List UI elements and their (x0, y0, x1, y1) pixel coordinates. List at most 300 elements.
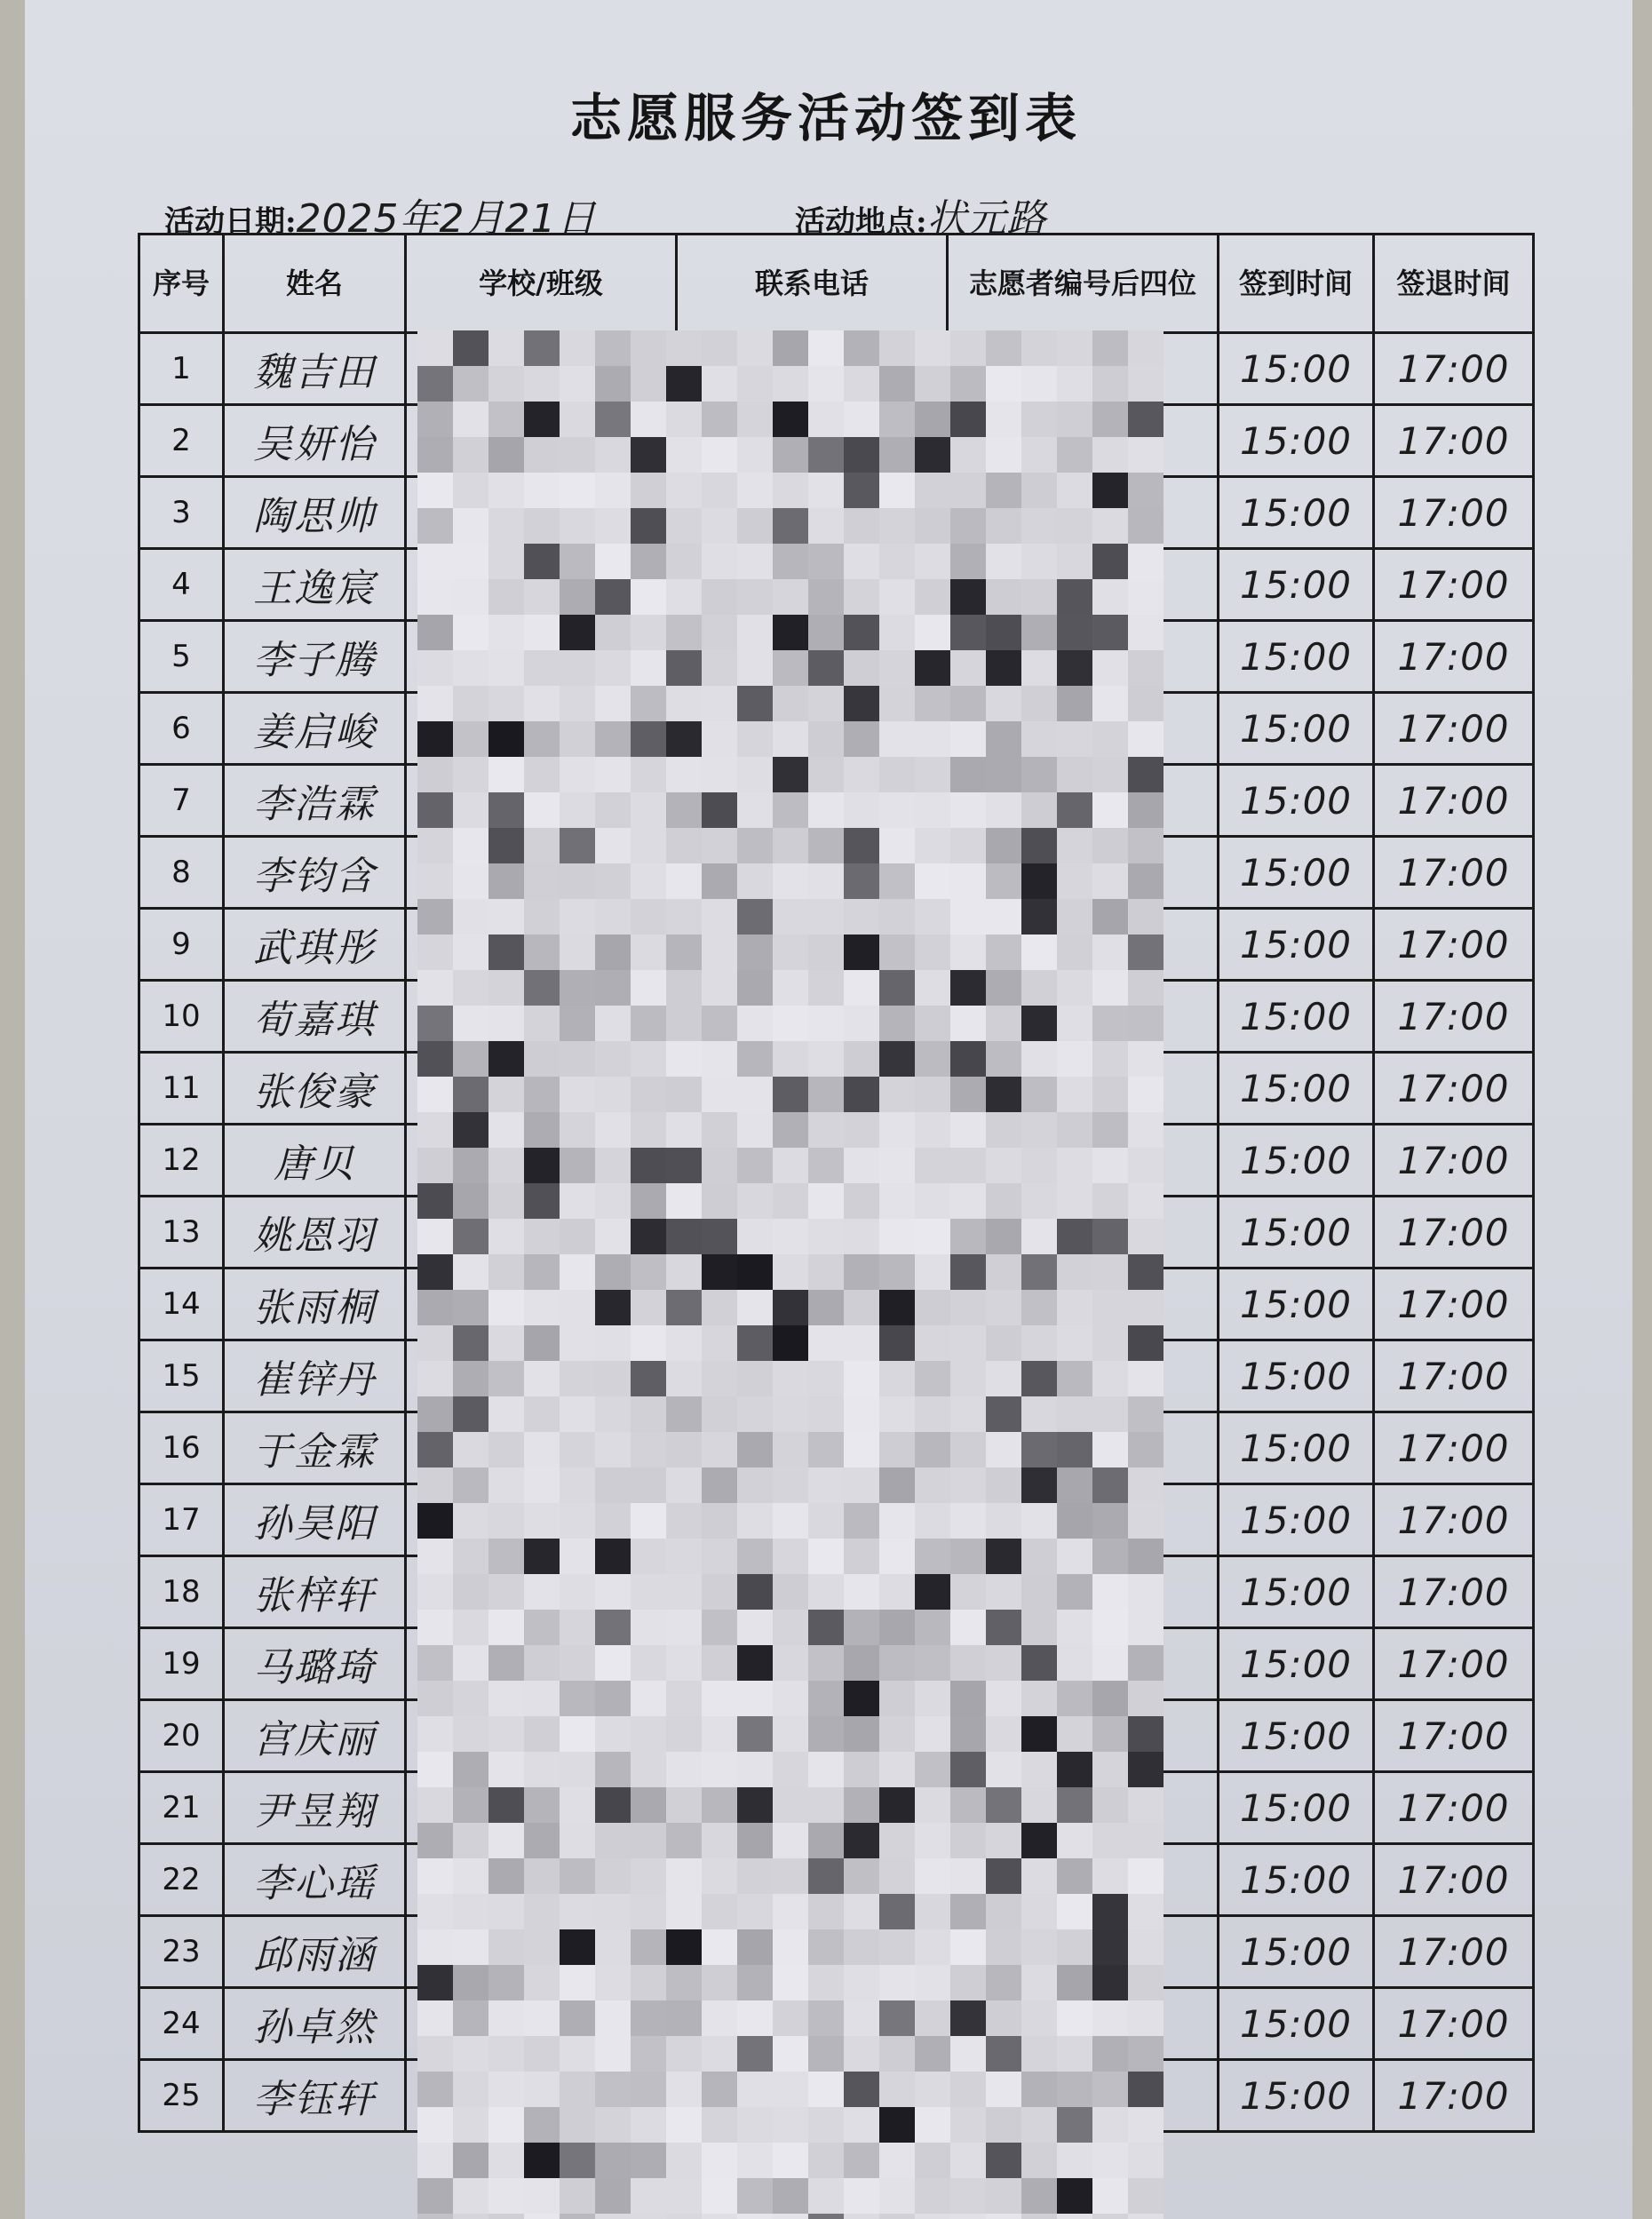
mosaic-block (737, 1645, 773, 1681)
mosaic-block (1128, 1219, 1164, 1254)
mosaic-block (1021, 2214, 1057, 2219)
mosaic-block (1128, 1290, 1164, 1325)
mosaic-block (844, 899, 879, 935)
mosaic-block (808, 828, 844, 863)
row-name: 吴妍怡 (224, 405, 406, 477)
row-sign-out-time: 17:00 (1374, 405, 1534, 477)
mosaic-block (879, 437, 915, 473)
mosaic-block (453, 508, 488, 544)
mosaic-block (524, 1041, 560, 1077)
mosaic-block (488, 828, 524, 863)
mosaic-block (844, 863, 879, 899)
mosaic-block (879, 1148, 915, 1183)
row-sign-out-time: 17:00 (1374, 1988, 1534, 2060)
mosaic-block (702, 1539, 737, 1574)
mosaic-block (1128, 863, 1164, 899)
mosaic-block (879, 792, 915, 828)
mosaic-block (844, 615, 879, 650)
mosaic-block (915, 1716, 950, 1752)
row-sign-in-time: 15:00 (1219, 1053, 1374, 1125)
mosaic-block (986, 1539, 1021, 1574)
mosaic-block (808, 1396, 844, 1432)
mosaic-block (844, 1254, 879, 1290)
mosaic-block (1057, 2072, 1092, 2107)
mosaic-block (1128, 508, 1164, 544)
header-sign-in: 签到时间 (1219, 235, 1374, 333)
mosaic-block (524, 1006, 560, 1041)
mosaic-block (631, 1965, 666, 2000)
mosaic-block (488, 473, 524, 508)
mosaic-block (1092, 2072, 1128, 2107)
mosaic-block (595, 330, 631, 366)
mosaic-block (524, 1148, 560, 1183)
mosaic-block (666, 579, 702, 615)
mosaic-block (1021, 1396, 1057, 1432)
mosaic-block (915, 1077, 950, 1112)
mosaic-block (879, 1396, 915, 1432)
mosaic-block (595, 473, 631, 508)
mosaic-block (702, 508, 737, 544)
mosaic-block (879, 1290, 915, 1325)
mosaic-block (1128, 1148, 1164, 1183)
mosaic-block (524, 1219, 560, 1254)
mosaic-block (915, 2000, 950, 2036)
mosaic-block (844, 402, 879, 437)
mosaic-block (808, 1858, 844, 1894)
mosaic-block (488, 1467, 524, 1503)
mosaic-block (808, 1574, 844, 1610)
mosaic-block (524, 1894, 560, 1929)
mosaic-block (453, 1610, 488, 1645)
mosaic-block (488, 1894, 524, 1929)
mosaic-block (915, 579, 950, 615)
mosaic-block (1092, 1894, 1128, 1929)
mosaic-block (879, 1361, 915, 1396)
mosaic-block (1128, 1396, 1164, 1432)
mosaic-block (666, 366, 702, 402)
mosaic-block (1092, 1290, 1128, 1325)
mosaic-block (986, 686, 1021, 721)
mosaic-block (915, 1361, 950, 1396)
mosaic-block (950, 1645, 986, 1681)
mosaic-block (915, 473, 950, 508)
mosaic-block (488, 970, 524, 1006)
mosaic-block (915, 757, 950, 792)
mosaic-block (737, 2072, 773, 2107)
mosaic-block (488, 1539, 524, 1574)
mosaic-block (453, 473, 488, 508)
mosaic-block (986, 366, 1021, 402)
mosaic-block (986, 508, 1021, 544)
mosaic-block (666, 402, 702, 437)
mosaic-block (773, 1254, 808, 1290)
mosaic-block (950, 437, 986, 473)
mosaic-block (666, 473, 702, 508)
mosaic-block (844, 1112, 879, 1148)
mosaic-block (1128, 757, 1164, 792)
mosaic-block (1128, 2036, 1164, 2072)
mosaic-block (915, 792, 950, 828)
mosaic-block (1057, 366, 1092, 402)
mosaic-block (666, 970, 702, 1006)
mosaic-block (453, 1894, 488, 1929)
mosaic-block (773, 579, 808, 615)
mosaic-block (560, 1645, 595, 1681)
mosaic-block (666, 863, 702, 899)
mosaic-block (666, 1148, 702, 1183)
mosaic-block (950, 1965, 986, 2000)
mosaic-block (488, 1396, 524, 1432)
mosaic-block (879, 402, 915, 437)
mosaic-block (417, 1290, 453, 1325)
mosaic-block (844, 1148, 879, 1183)
row-no: 20 (139, 1700, 224, 1772)
mosaic-block (1092, 1183, 1128, 1219)
mosaic-block (915, 544, 950, 579)
mosaic-block (666, 828, 702, 863)
mosaic-block (986, 1432, 1021, 1467)
mosaic-block (488, 615, 524, 650)
mosaic-block (595, 2143, 631, 2178)
mosaic-block (595, 615, 631, 650)
mosaic-block (986, 330, 1021, 366)
mosaic-block (560, 970, 595, 1006)
mosaic-block (950, 1006, 986, 1041)
mosaic-block (1128, 1752, 1164, 1787)
mosaic-block (560, 2143, 595, 2178)
mosaic-block (808, 1183, 844, 1219)
mosaic-block (595, 1112, 631, 1148)
mosaic-block (560, 1183, 595, 1219)
mosaic-block (1021, 863, 1057, 899)
mosaic-block (595, 686, 631, 721)
mosaic-block (453, 721, 488, 757)
mosaic-block (1128, 2143, 1164, 2178)
mosaic-block (595, 366, 631, 402)
mosaic-block (631, 1610, 666, 1645)
mosaic-block (666, 1858, 702, 1894)
mosaic-block (808, 935, 844, 970)
mosaic-block (773, 1219, 808, 1254)
mosaic-block (1092, 1681, 1128, 1716)
mosaic-block (1128, 2072, 1164, 2107)
mosaic-block (666, 508, 702, 544)
mosaic-block (950, 1254, 986, 1290)
mosaic-block (915, 863, 950, 899)
mosaic-block (950, 757, 986, 792)
mosaic-block (453, 1467, 488, 1503)
mosaic-block (986, 2214, 1021, 2219)
mosaic-block (1057, 1645, 1092, 1681)
mosaic-block (1128, 437, 1164, 473)
mosaic-block (560, 1112, 595, 1148)
mosaic-block (488, 1041, 524, 1077)
mosaic-block (1128, 1503, 1164, 1539)
mosaic-block (879, 1325, 915, 1361)
mosaic-block (453, 1148, 488, 1183)
mosaic-block (631, 1219, 666, 1254)
mosaic-block (950, 402, 986, 437)
mosaic-block (1021, 1894, 1057, 1929)
mosaic-block (666, 615, 702, 650)
mosaic-block (808, 1361, 844, 1396)
mosaic-block (950, 650, 986, 686)
mosaic-block (1128, 1716, 1164, 1752)
mosaic-block (595, 1645, 631, 1681)
mosaic-block (808, 2214, 844, 2219)
mosaic-block (702, 1681, 737, 1716)
mosaic-block (1057, 1432, 1092, 1467)
mosaic-block (737, 2000, 773, 2036)
mosaic-block (631, 1361, 666, 1396)
mosaic-block (915, 1858, 950, 1894)
mosaic-block (560, 828, 595, 863)
mosaic-block (879, 1752, 915, 1787)
mosaic-block (915, 1681, 950, 1716)
mosaic-block (773, 1396, 808, 1432)
mosaic-block (631, 1823, 666, 1858)
row-name: 张俊豪 (224, 1053, 406, 1125)
row-no: 12 (139, 1125, 224, 1197)
mosaic-block (524, 1432, 560, 1467)
mosaic-block (488, 1716, 524, 1752)
mosaic-block (844, 1325, 879, 1361)
mosaic-block (1092, 1645, 1128, 1681)
mosaic-block (879, 2214, 915, 2219)
mosaic-block (1128, 615, 1164, 650)
mosaic-block (488, 1183, 524, 1219)
row-no: 3 (139, 477, 224, 549)
mosaic-block (1057, 1894, 1092, 1929)
mosaic-block (1057, 330, 1092, 366)
mosaic-block (524, 1858, 560, 1894)
mosaic-block (950, 863, 986, 899)
mosaic-block (702, 1716, 737, 1752)
mosaic-block (1128, 1858, 1164, 1894)
row-sign-in-time: 15:00 (1219, 1197, 1374, 1269)
mosaic-block (595, 1610, 631, 1645)
row-sign-out-time: 17:00 (1374, 549, 1534, 621)
mosaic-block (560, 2214, 595, 2219)
mosaic-block (453, 1716, 488, 1752)
mosaic-block (560, 935, 595, 970)
mosaic-block (417, 792, 453, 828)
mosaic-block (631, 2143, 666, 2178)
mosaic-block (1021, 1219, 1057, 1254)
mosaic-block (488, 1645, 524, 1681)
mosaic-block (986, 1681, 1021, 1716)
mosaic-block (737, 650, 773, 686)
mosaic-block (417, 1467, 453, 1503)
mosaic-block (417, 650, 453, 686)
mosaic-block (524, 2107, 560, 2143)
mosaic-block (595, 899, 631, 935)
header-no: 序号 (139, 235, 224, 333)
mosaic-block (879, 2107, 915, 2143)
row-sign-out-time: 17:00 (1374, 1844, 1534, 1916)
mosaic-block (417, 1219, 453, 1254)
mosaic-block (595, 1148, 631, 1183)
mosaic-block (808, 402, 844, 437)
mosaic-block (737, 828, 773, 863)
mosaic-block (1057, 1610, 1092, 1645)
mosaic-block (702, 2178, 737, 2214)
mosaic-block (1092, 1148, 1128, 1183)
mosaic-block (595, 1006, 631, 1041)
mosaic-block (950, 1894, 986, 1929)
mosaic-block (560, 579, 595, 615)
mosaic-block (737, 330, 773, 366)
mosaic-block (1092, 1396, 1128, 1432)
mosaic-block (986, 1610, 1021, 1645)
mosaic-block (808, 1610, 844, 1645)
mosaic-block (1021, 1148, 1057, 1183)
mosaic-block (1057, 1858, 1092, 1894)
header-volunteer-id: 志愿者编号后四位 (948, 235, 1219, 333)
mosaic-block (666, 1006, 702, 1041)
row-sign-out-time: 17:00 (1374, 1700, 1534, 1772)
mosaic-block (808, 1503, 844, 1539)
mosaic-block (595, 1716, 631, 1752)
mosaic-block (488, 1610, 524, 1645)
mosaic-block (488, 757, 524, 792)
mosaic-block (737, 2036, 773, 2072)
mosaic-block (986, 1467, 1021, 1503)
mosaic-block (417, 1716, 453, 1752)
header-phone: 联系电话 (677, 235, 948, 333)
mosaic-block (986, 1752, 1021, 1787)
mosaic-block (560, 330, 595, 366)
mosaic-block (879, 721, 915, 757)
mosaic-block (666, 757, 702, 792)
mosaic-block (524, 437, 560, 473)
mosaic-block (737, 863, 773, 899)
mosaic-block (879, 1539, 915, 1574)
header-sign-out: 签退时间 (1374, 235, 1534, 333)
mosaic-block (666, 1290, 702, 1325)
mosaic-block (417, 1823, 453, 1858)
mosaic-block (702, 1503, 737, 1539)
row-sign-out-time: 17:00 (1374, 333, 1534, 405)
mosaic-block (915, 1610, 950, 1645)
mosaic-block (915, 615, 950, 650)
mosaic-block (773, 935, 808, 970)
mosaic-block (1057, 970, 1092, 1006)
mosaic-block (666, 1361, 702, 1396)
mosaic-block (560, 1894, 595, 1929)
mosaic-block (844, 1077, 879, 1112)
mosaic-block (808, 1894, 844, 1929)
mosaic-block (1092, 1361, 1128, 1396)
mosaic-block (417, 1183, 453, 1219)
mosaic-block (666, 1787, 702, 1823)
row-sign-in-time: 15:00 (1219, 405, 1374, 477)
mosaic-block (666, 2143, 702, 2178)
row-no: 14 (139, 1269, 224, 1340)
row-sign-out-time: 17:00 (1374, 765, 1534, 837)
mosaic-block (773, 2036, 808, 2072)
mosaic-block (915, 1539, 950, 1574)
row-sign-out-time: 17:00 (1374, 1412, 1534, 1484)
mosaic-block (879, 366, 915, 402)
mosaic-block (737, 1503, 773, 1539)
mosaic-block (1057, 2107, 1092, 2143)
mosaic-block (631, 1787, 666, 1823)
mosaic-block (950, 1112, 986, 1148)
mosaic-block (453, 1077, 488, 1112)
mosaic-block (631, 2072, 666, 2107)
mosaic-block (773, 899, 808, 935)
mosaic-block (986, 1894, 1021, 1929)
mosaic-block (986, 1965, 1021, 2000)
mosaic-block (631, 1006, 666, 1041)
mosaic-block (986, 792, 1021, 828)
mosaic-block (488, 579, 524, 615)
mosaic-block (417, 2214, 453, 2219)
mosaic-block (595, 1396, 631, 1432)
mosaic-block (453, 1929, 488, 1965)
mosaic-block (1057, 437, 1092, 473)
mosaic-block (595, 1219, 631, 1254)
mosaic-block (1092, 1610, 1128, 1645)
mosaic-block (595, 2072, 631, 2107)
mosaic-block (773, 2143, 808, 2178)
mosaic-block (631, 650, 666, 686)
mosaic-block (560, 402, 595, 437)
mosaic-block (1057, 508, 1092, 544)
mosaic-block (560, 437, 595, 473)
mosaic-block (986, 2072, 1021, 2107)
mosaic-block (844, 1787, 879, 1823)
mosaic-block (773, 2214, 808, 2219)
mosaic-block (986, 757, 1021, 792)
mosaic-block (773, 615, 808, 650)
mosaic-block (737, 1041, 773, 1077)
mosaic-block (879, 2000, 915, 2036)
mosaic-block (631, 1396, 666, 1432)
mosaic-block (1128, 1006, 1164, 1041)
mosaic-block (488, 1219, 524, 1254)
mosaic-block (631, 1432, 666, 1467)
mosaic-block (915, 1183, 950, 1219)
mosaic-block (737, 2178, 773, 2214)
row-name: 姜启峻 (224, 693, 406, 765)
mosaic-block (488, 899, 524, 935)
mosaic-block (808, 686, 844, 721)
mosaic-block (737, 1894, 773, 1929)
mosaic-block (737, 1467, 773, 1503)
mosaic-block (844, 2107, 879, 2143)
mosaic-block (488, 1148, 524, 1183)
mosaic-block (631, 366, 666, 402)
mosaic-block (986, 2143, 1021, 2178)
mosaic-block (524, 970, 560, 1006)
mosaic-block (986, 828, 1021, 863)
mosaic-block (702, 1290, 737, 1325)
mosaic-block (417, 1787, 453, 1823)
mosaic-block (986, 1823, 1021, 1858)
mosaic-block (737, 2107, 773, 2143)
mosaic-block (773, 1574, 808, 1610)
mosaic-block (737, 1219, 773, 1254)
mosaic-block (666, 1219, 702, 1254)
mosaic-block (950, 2107, 986, 2143)
mosaic-block (879, 686, 915, 721)
mosaic-block (631, 1574, 666, 1610)
mosaic-block (560, 508, 595, 544)
mosaic-block (560, 899, 595, 935)
mosaic-block (879, 970, 915, 1006)
